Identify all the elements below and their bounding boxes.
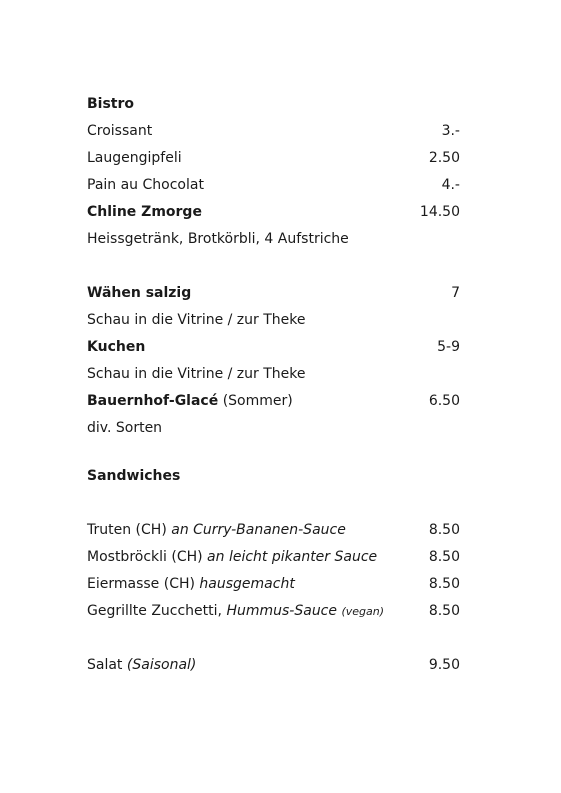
item-name: Truten (CH): [87, 522, 167, 538]
item-price: 2.50: [428, 150, 460, 166]
item-price: 8.50: [428, 576, 460, 592]
item-detail: an leicht pikanter Sauce: [207, 549, 378, 565]
item-name: Bauernhof-Glacé: [87, 393, 219, 409]
item-name: Mostbröckli (CH): [87, 549, 203, 565]
item-price: 3.-: [441, 123, 460, 139]
item-detail: (Saisonal): [126, 657, 197, 673]
item-name: Kuchen: [87, 339, 146, 355]
item-label: [87, 521, 346, 539]
item-price: 8.50: [428, 522, 460, 538]
item-price: 5-9: [437, 339, 460, 355]
item-detail: Hummus-Sauce: [226, 603, 337, 619]
item-label: [87, 575, 295, 593]
section-heading-sandwiches: Sandwiches: [87, 468, 181, 484]
item-label: [87, 602, 384, 621]
item-name: Gegrillte Zucchetti,: [87, 603, 222, 619]
item-name: Laugengipfeli: [87, 150, 182, 166]
description-text: Schau in die Vitrine / zur Theke: [87, 312, 306, 328]
item-price: 8.50: [428, 549, 460, 565]
section-heading-bistro: Bistro: [87, 96, 135, 112]
item-label: [87, 392, 293, 410]
item-name: Wähen salzig: [87, 285, 192, 301]
description-text: Heissgetränk, Brotkörbli, 4 Aufstriche: [87, 231, 349, 247]
item-price: 14.50: [419, 204, 460, 220]
item-price: 7: [451, 285, 460, 301]
vegan-tag: (vegan): [341, 605, 385, 618]
item-name: Croissant: [87, 123, 153, 139]
item-price: 8.50: [428, 603, 460, 619]
item-label: [87, 656, 196, 674]
item-note: (Sommer): [222, 393, 293, 409]
item-price: 6.50: [428, 393, 460, 409]
item-detail: hausgemacht: [199, 576, 295, 592]
item-name: Eiermasse (CH): [87, 576, 195, 592]
item-price: 4.-: [441, 177, 460, 193]
description-text: div. Sorten: [87, 420, 163, 436]
item-name: Chline Zmorge: [87, 204, 202, 220]
item-detail: an Curry-Bananen-Sauce: [171, 522, 346, 538]
description-text: Schau in die Vitrine / zur Theke: [87, 366, 306, 382]
item-name: Pain au Chocolat: [87, 177, 204, 193]
item-label: [87, 548, 377, 566]
item-price: 9.50: [428, 657, 460, 673]
item-name: Salat: [87, 657, 123, 673]
